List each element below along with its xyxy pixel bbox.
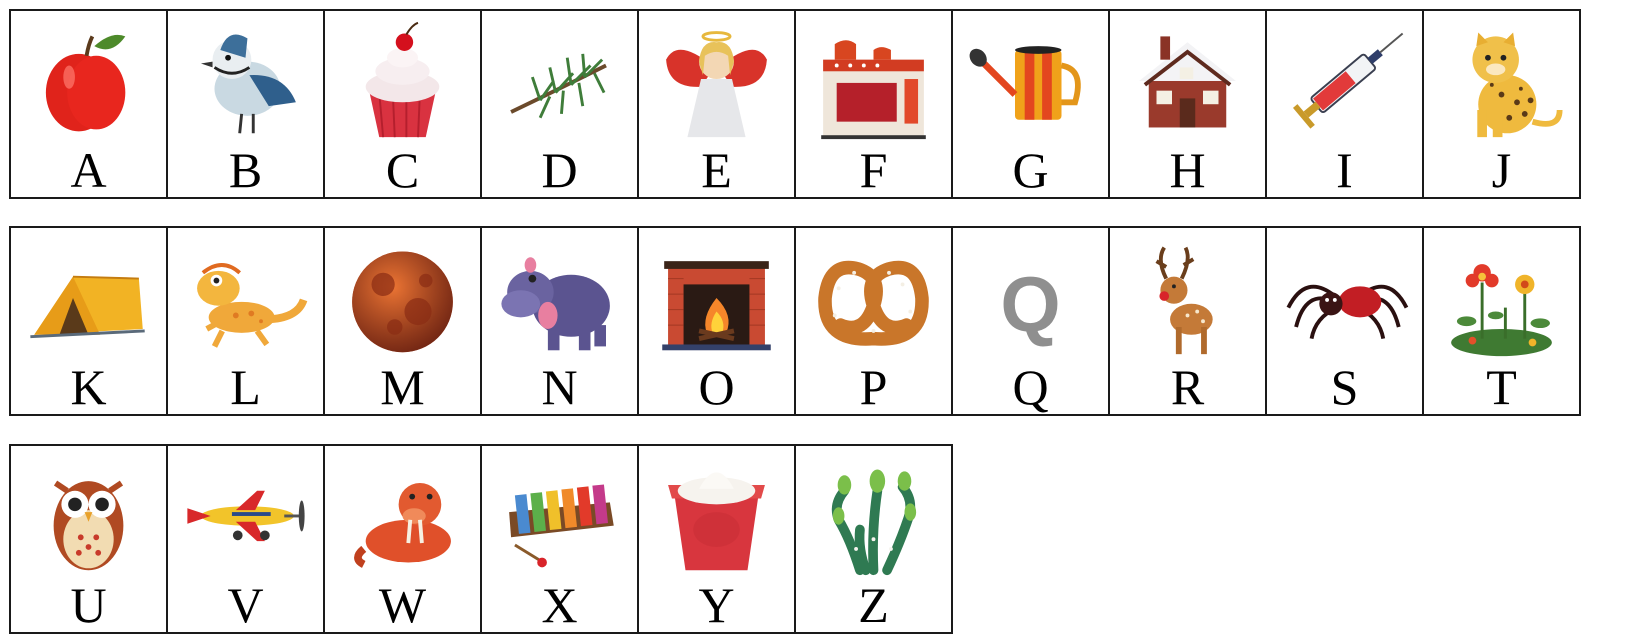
- card-letter: Z: [858, 577, 889, 633]
- letter-card-x: [480, 444, 639, 634]
- letter-q-icon: [953, 232, 1108, 362]
- yogurt-icon: [639, 450, 794, 580]
- card-letter: E: [701, 142, 732, 198]
- letter-card-w: [323, 444, 482, 634]
- house-icon: [1110, 15, 1265, 145]
- letter-card-g: [951, 9, 1110, 199]
- card-letter: Q: [1012, 359, 1049, 415]
- card-letter: S: [1330, 359, 1359, 415]
- reindeer-icon: [1110, 232, 1265, 362]
- letter-card-z: [794, 444, 953, 634]
- letter-card-t: [1422, 226, 1581, 416]
- walrus-icon: [325, 450, 480, 580]
- jaguar-icon: [1424, 15, 1579, 145]
- letter-card-l: [166, 226, 325, 416]
- moon-icon: [325, 232, 480, 362]
- letter-card-r: [1108, 226, 1267, 416]
- pretzel-icon: [796, 232, 951, 362]
- flowers-icon: [1424, 232, 1579, 362]
- xylophone-icon: [482, 450, 637, 580]
- card-letter: C: [385, 142, 420, 198]
- card-letter: B: [228, 142, 263, 198]
- angel-icon: [639, 15, 794, 145]
- letter-card-u: [9, 444, 168, 634]
- letter-card-y: [637, 444, 796, 634]
- spider-icon: [1267, 232, 1422, 362]
- apple-icon: [11, 15, 166, 145]
- letter-card-i: [1265, 9, 1424, 199]
- letter-card-b: [166, 9, 325, 199]
- card-letter: D: [541, 142, 578, 198]
- airplane-icon: [168, 450, 323, 580]
- card-letter: K: [70, 359, 107, 415]
- letter-card-m: [323, 226, 482, 416]
- lizard-icon: [168, 232, 323, 362]
- letter-card-o: [637, 226, 796, 416]
- letter-card-h: [1108, 9, 1267, 199]
- card-letter: Y: [698, 577, 735, 633]
- q-glyph: Q: [1000, 261, 1061, 348]
- card-letter: I: [1336, 142, 1353, 198]
- letter-card-p: [794, 226, 953, 416]
- letter-card-n: [480, 226, 639, 416]
- tent-icon: [11, 232, 166, 362]
- letter-card-e: [637, 9, 796, 199]
- card-letter: J: [1491, 142, 1512, 198]
- card-letter: V: [227, 577, 264, 633]
- pine-branch-icon: [482, 15, 637, 145]
- card-letter: O: [698, 359, 735, 415]
- cupcake-icon: [325, 15, 480, 145]
- card-letter: A: [70, 142, 107, 198]
- card-letter: M: [380, 359, 425, 415]
- letter-card-k: [9, 226, 168, 416]
- letter-card-d: [480, 9, 639, 199]
- fireplace-icon: [639, 232, 794, 362]
- card-letter: N: [541, 359, 578, 415]
- letter-card-f: [794, 9, 953, 199]
- card-letter: G: [1012, 142, 1049, 198]
- card-letter: F: [859, 142, 888, 198]
- card-letter: U: [70, 577, 107, 633]
- card-letter: T: [1486, 359, 1517, 415]
- watering-can-icon: [953, 15, 1108, 145]
- seaweed-icon: [796, 450, 951, 580]
- letter-card-j: [1422, 9, 1581, 199]
- card-letter: L: [230, 359, 261, 415]
- card-letter: H: [1169, 142, 1206, 198]
- owl-icon: [11, 450, 166, 580]
- stove-icon: [796, 15, 951, 145]
- card-letter: P: [859, 359, 888, 415]
- letter-card-s: [1265, 226, 1424, 416]
- letter-card-a: [9, 9, 168, 199]
- letter-card-c: [323, 9, 482, 199]
- card-letter: X: [541, 577, 578, 633]
- card-letter: W: [378, 577, 427, 633]
- card-letter: R: [1170, 359, 1205, 415]
- hippo-icon: [482, 232, 637, 362]
- bluejay-icon: [168, 15, 323, 145]
- letter-card-v: [166, 444, 325, 634]
- letter-card-q: [951, 226, 1110, 416]
- syringe-icon: [1267, 15, 1422, 145]
